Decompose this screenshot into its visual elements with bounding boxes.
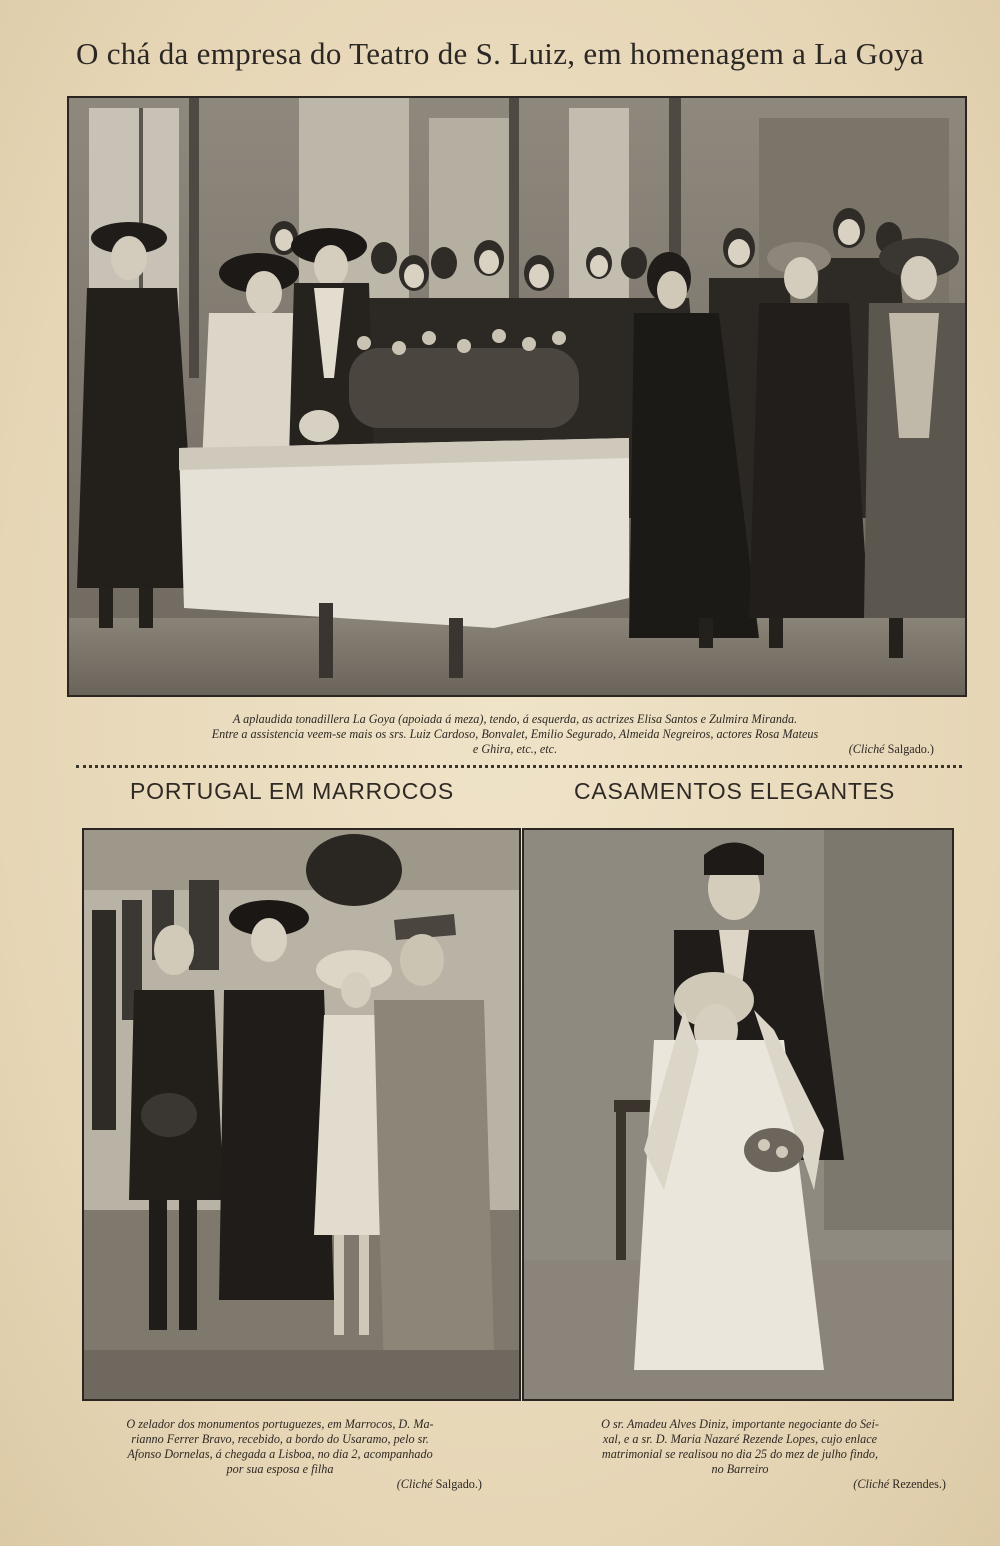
morocco-caption-line-2: rianno Ferrer Bravo, recebido, a bordo do Usaramo, pelo sr.: [131, 1432, 429, 1446]
wedding-credit-source: Rezendes.): [892, 1477, 946, 1491]
section-title-portugal-em-marrocos: PORTUGAL EM MARROCOS: [130, 778, 454, 804]
morocco-caption-line-1: O zelador dos monumentos portuguezes, em Marrocos, D. Ma-: [126, 1417, 434, 1431]
wedding-photo-image: [524, 830, 952, 1399]
morocco-caption-line-4: por sua esposa e filha: [226, 1462, 334, 1476]
tea-party-caption-line-3-text: e Ghira, etc., etc.: [472, 742, 558, 756]
wedding-credit: [522, 1477, 958, 1492]
wedding-credit-prefix: (Cliché: [853, 1477, 890, 1491]
morocco-arrival-photo-image: [84, 830, 519, 1399]
wedding-caption-line-4: no Barreiro: [711, 1462, 769, 1476]
wedding-photo: [522, 828, 954, 1401]
tea-party-caption-line-2: Entre a assistencia veem-se mais os srs. Luiz Cardoso, Bonvalet, Emilio Segurado, Almeida Negreiros, actores Rosa Mateus: [211, 727, 819, 741]
tea-party-caption-line-3: [80, 742, 950, 757]
morocco-arrival-photo: [82, 828, 521, 1401]
wedding-caption: [522, 1417, 958, 1492]
tea-party-credit-prefix: (Cliché: [848, 742, 885, 756]
morocco-arrival-caption: [50, 1417, 510, 1492]
morocco-caption-line-3: Afonso Dornelas, á chegada a Lisboa, no dia 2, acompanhado: [127, 1447, 433, 1461]
section-divider: [76, 765, 962, 768]
tea-party-caption-line-1: A aplaudida tonadillera La Goya (apoiada á meza), tendo, á esquerda, as actrizes Elisa Santos e Zulmira Miranda.: [232, 712, 798, 726]
wedding-caption-line-3: matrimonial se realisou no dia 25 do mez de julho findo,: [601, 1447, 879, 1461]
tea-party-credit-source: Salgado.): [887, 742, 934, 756]
tea-party-credit: [849, 742, 934, 757]
page-headline: O chá da empresa do Teatro de S. Luiz, em homenagem a La Goya: [76, 36, 924, 71]
tea-party-caption: [80, 712, 950, 757]
wedding-caption-line-2: xal, e a sr. D. Maria Nazaré Rezende Lopes, cujo enlace: [602, 1432, 878, 1446]
morocco-credit-prefix: (Cliché: [396, 1477, 433, 1491]
morocco-credit: [50, 1477, 510, 1492]
section-title-casamentos-elegantes: CASAMENTOS ELEGANTES: [574, 778, 896, 804]
tea-party-photo-image: [69, 98, 965, 695]
tea-party-photo: [67, 96, 967, 697]
morocco-credit-source: Salgado.): [435, 1477, 482, 1491]
wedding-caption-line-1: O sr. Amadeu Alves Diniz, importante negociante do Sei-: [601, 1417, 879, 1431]
